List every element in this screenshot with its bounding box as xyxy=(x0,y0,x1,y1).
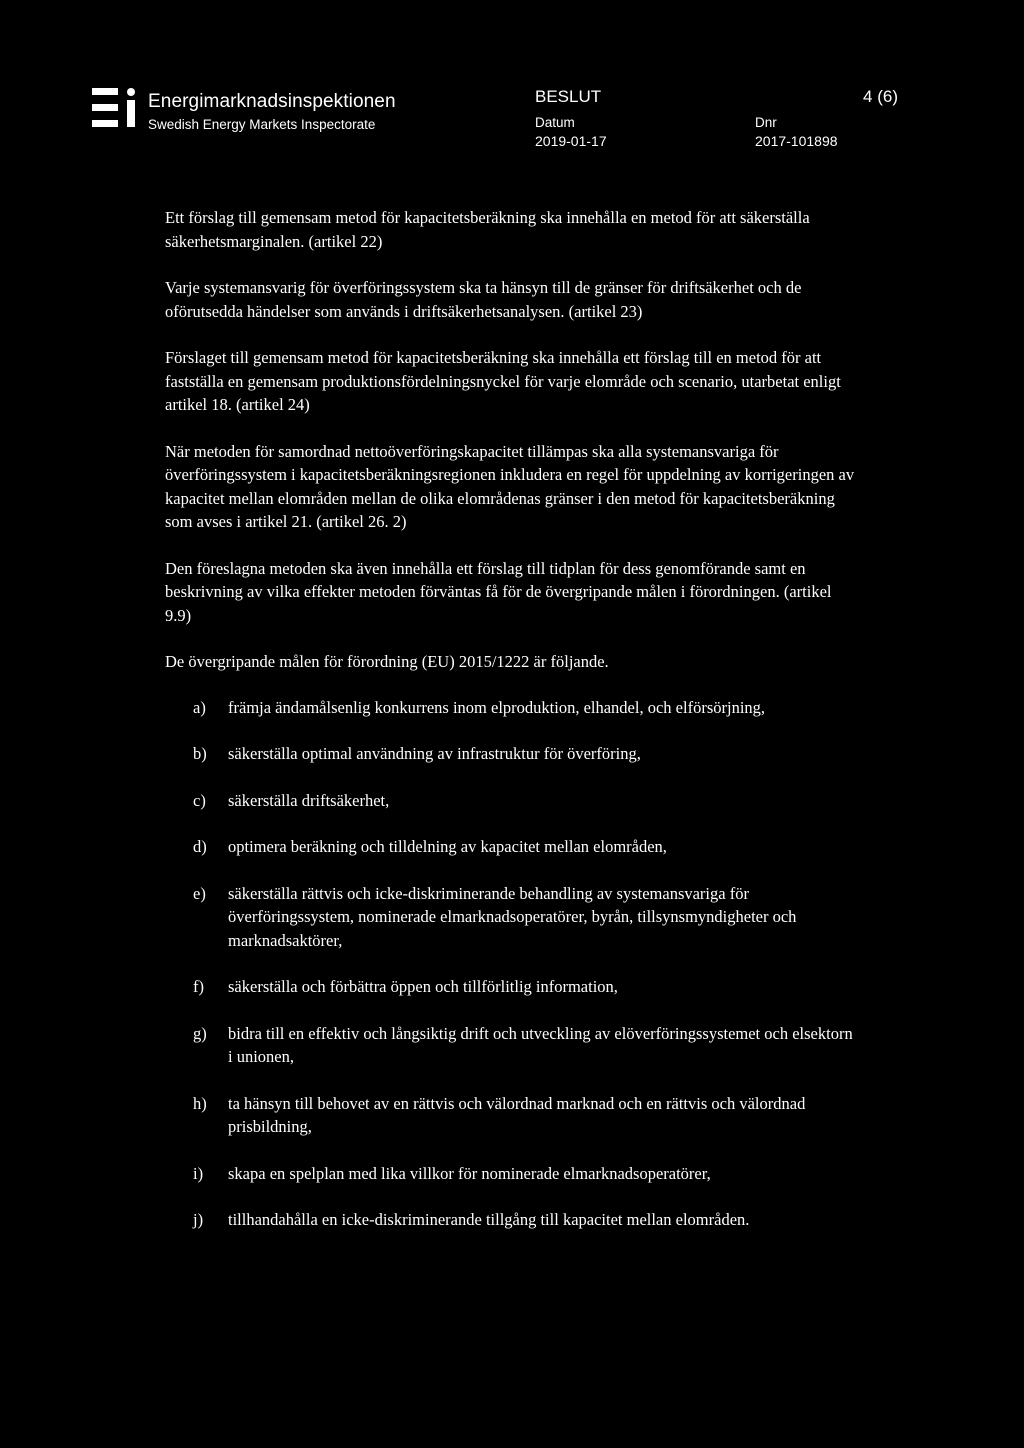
list-marker: g) xyxy=(193,1023,207,1043)
list-marker: e) xyxy=(193,883,206,903)
ei-logo-icon xyxy=(92,88,138,130)
list-marker: d) xyxy=(193,837,207,856)
list-item-text: främja ändamålsenlig konkurrens inom elproduktion, elhandel, och elförsörjning, xyxy=(228,697,766,717)
organization-name-english: Swedish Energy Markets Inspectorate xyxy=(148,117,376,132)
list-marker: c) xyxy=(193,790,206,810)
list-item xyxy=(165,882,855,953)
organization-name: Energimarknadsinspektionen xyxy=(148,91,396,112)
registration-number-label: Dnr xyxy=(755,115,777,130)
list-item xyxy=(165,696,855,720)
list-item-text: ta hänsyn till behovet av en rättvis och välordnad marknad och en rättvis och välordnad prisbildning, xyxy=(228,1093,806,1136)
list-item xyxy=(165,1092,855,1139)
list-item-text: säkerställa rättvis och icke-diskriminerande behandling av systemansvariga för överföringssystem, nominerade elmarknadsoperatörer, byrån, tillsynsmyndigheter och marknadsaktörer, xyxy=(228,883,797,950)
list-item-text: säkerställa driftsäkerhet, xyxy=(228,790,390,810)
registration-number-value: 2017-101898 xyxy=(755,133,838,149)
paragraph: Ett förslag till gemensam metod för kapacitetsberäkning ska innehålla en metod för att säkerställa säkerhetsmarginalen. (artikel 22) xyxy=(165,208,810,251)
list-item-text: bidra till en effektiv och långsiktig drift och utveckling av elöverföringssystemet och elsektorn i unionen, xyxy=(228,1023,853,1066)
list-marker: a) xyxy=(193,697,206,717)
paragraph: Förslaget till gemensam metod för kapacitetsberäkning ska innehålla ett förslag till en metod för att fastställa en gemensam produktionsfördelningsnyckel för varje elområde och scenario, utarbetat enligt artikel 18. (artikel 24) xyxy=(165,348,841,414)
list-item-text: skapa en spelplan med lika villkor för nominerade elmarknadsoperatörer, xyxy=(228,1163,711,1183)
list-marker: f) xyxy=(193,977,204,996)
list-item xyxy=(165,1208,855,1232)
date-label: Datum xyxy=(535,115,575,130)
paragraph: Den föreslagna metoden ska även innehålla ett förslag till tidplan för dess genomförande samt en beskrivning av vilka effekter metoden förväntas få för de övergripande målen i förordningen. (artikel 9.9) xyxy=(165,558,832,625)
registration-number-field xyxy=(755,114,838,150)
paragraph: Varje systemansvarig för överföringssystem ska ta hänsyn till de gränser för driftsäkerhet och de oförutsedda händelser som används i driftsäkerhetsanalysen. (artikel 23) xyxy=(165,278,802,321)
document-type: BESLUT xyxy=(535,87,602,106)
list-item xyxy=(165,789,855,813)
list-item xyxy=(165,1162,855,1186)
list-item-text: optimera beräkning och tilldelning av kapacitet mellan elområden, xyxy=(228,837,667,856)
page-number: 4 (6) xyxy=(863,87,898,106)
list-item-text: tillhandahålla en icke-diskriminerande tillgång till kapacitet mellan elområden. xyxy=(228,1210,750,1229)
document-body xyxy=(165,206,855,1255)
paragraph: När metoden för samordnad nettoöverföringskapacitet tillämpas ska alla systemansvariga för överföringssystem i kapacitetsberäkningsregionen inkludera en regel för uppdelning av korrigeringen av kapacitet mellan elområden mellan de olika elområdenas gränser i den metod för kapacitetsberäkning som avses i artikel 21. (artikel 26. 2) xyxy=(165,441,855,531)
objectives-list xyxy=(165,696,855,1232)
organization-block xyxy=(148,90,396,134)
list-item xyxy=(165,975,855,999)
paragraph: De övergripande målen för förordning (EU) 2015/1222 är följande. xyxy=(165,652,609,671)
list-item xyxy=(165,742,855,766)
list-marker: j) xyxy=(193,1210,204,1229)
list-item xyxy=(165,835,855,859)
list-item-text: säkerställa optimal användning av infrastruktur för överföring, xyxy=(228,744,641,763)
date-field xyxy=(535,114,607,150)
date-value: 2019-01-17 xyxy=(535,133,607,149)
list-item-text: säkerställa och förbättra öppen och tillförlitlig information, xyxy=(228,977,618,996)
list-marker: b) xyxy=(193,744,207,763)
list-marker: i) xyxy=(193,1163,204,1183)
list-marker: h) xyxy=(193,1093,207,1113)
list-item xyxy=(165,1022,855,1069)
